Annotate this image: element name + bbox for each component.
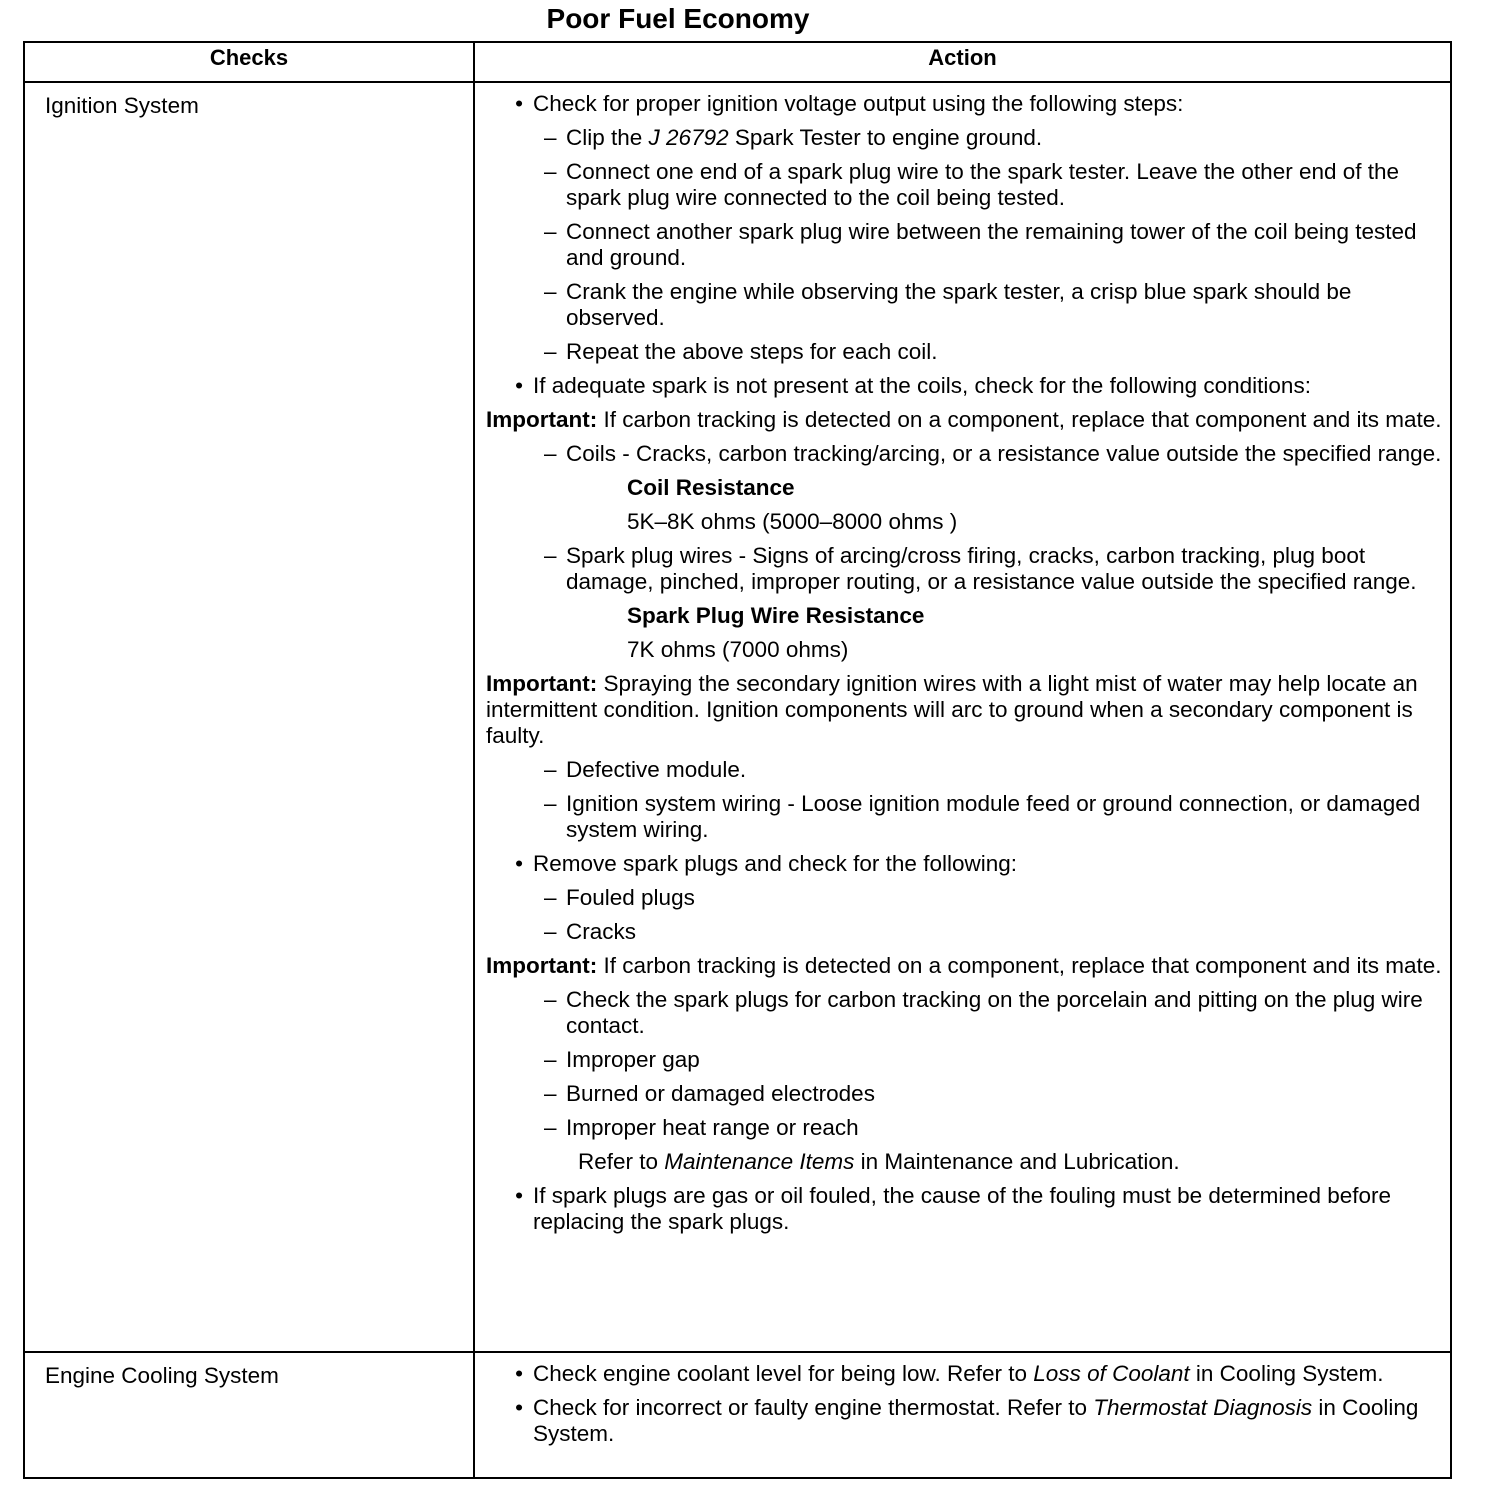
action-column-header: Action xyxy=(474,42,1451,82)
dash-item xyxy=(544,885,1442,911)
dash-item xyxy=(544,1047,1442,1073)
important-label: Important: xyxy=(486,671,598,696)
item-text: Cracks xyxy=(566,919,637,944)
spec-value: 5K–8K ohms (5000–8000 ohms ) xyxy=(627,509,958,534)
dash-item xyxy=(544,987,1442,1039)
emphasis-text: Thermostat Diagnosis xyxy=(1093,1395,1313,1420)
bullet-item xyxy=(486,1183,1442,1235)
item-text: Spark plug wires - Signs of arcing/cross firing, cracks, carbon tracking, plug boot damage, pinched, improper routing, or a resistance value outside the specified range. xyxy=(566,543,1417,594)
dash-item xyxy=(544,441,1442,467)
dash-marker: – xyxy=(544,279,557,304)
item-text xyxy=(533,1361,1442,1387)
table-row xyxy=(24,82,1451,1352)
spec-value: 7K ohms (7000 ohms) xyxy=(627,637,849,662)
dash-item xyxy=(544,919,1442,945)
item-text: If spark plugs are gas or oil fouled, the cause of the fouling must be determined before replacing the spark plugs. xyxy=(533,1183,1392,1234)
bullet-item xyxy=(486,373,1442,399)
important-note xyxy=(486,671,1442,749)
text-segment: in Maintenance and Lubrication. xyxy=(854,1149,1180,1174)
dash-item xyxy=(544,219,1442,271)
action-cell xyxy=(474,1352,1451,1478)
item-text: Coils - Cracks, carbon tracking/arcing, or a resistance value outside the specified range. xyxy=(566,441,1442,466)
item-text: Improper heat range or reach xyxy=(566,1115,859,1140)
dash-marker: – xyxy=(544,125,557,150)
item-text: Improper gap xyxy=(566,1047,700,1072)
dash-marker: – xyxy=(544,885,557,910)
important-text: Spraying the secondary ignition wires with a light mist of water may help locate an intermittent condition. Ignition components will arc to ground when a secondary component is faulty. xyxy=(486,671,1418,748)
item-text: Connect one end of a spark plug wire to the spark tester. Leave the other end of the spark plug wire connected to the coil being tested. xyxy=(566,159,1400,210)
important-text: If carbon tracking is detected on a component, replace that component and its mate. xyxy=(597,407,1442,432)
text-segment: Spark Tester to engine ground. xyxy=(728,125,1043,150)
bullet-marker: • xyxy=(515,851,523,876)
text-segment: Clip the xyxy=(566,125,649,150)
dash-marker: – xyxy=(544,791,557,816)
item-text: Defective module. xyxy=(566,757,747,782)
item-text: Crank the engine while observing the spark tester, a crisp blue spark should be observed. xyxy=(566,279,1352,330)
page-title: Poor Fuel Economy xyxy=(546,3,810,34)
bullet-marker: • xyxy=(515,373,523,398)
dash-marker: – xyxy=(544,339,557,364)
bullet-marker: • xyxy=(515,1395,523,1420)
action-cell xyxy=(474,82,1451,1352)
dash-item xyxy=(544,1081,1442,1107)
bullet-item xyxy=(486,91,1442,117)
dash-marker: – xyxy=(544,219,557,244)
item-text: Connect another spark plug wire between the remaining tower of the coil being tested and ground. xyxy=(566,219,1417,270)
item-text: Fouled plugs xyxy=(566,885,695,910)
table-row xyxy=(24,1352,1451,1478)
dash-marker: – xyxy=(544,1115,557,1140)
important-label: Important: xyxy=(486,407,598,432)
dash-marker: – xyxy=(544,757,557,782)
dash-marker: – xyxy=(544,919,557,944)
dash-marker: – xyxy=(544,543,557,568)
emphasis-text: J 26792 xyxy=(648,125,729,150)
checks-column-header: Checks xyxy=(24,42,474,82)
text-segment: in Cooling System. xyxy=(1189,1361,1384,1386)
text-segment: Refer to xyxy=(578,1149,665,1174)
important-text: If carbon tracking is detected on a component, replace that component and its mate. xyxy=(597,953,1442,978)
dash-item xyxy=(544,279,1442,331)
item-text: Ignition system wiring - Loose ignition module feed or ground connection, or damaged system wiring. xyxy=(566,791,1421,842)
dash-item xyxy=(544,543,1442,595)
dash-item xyxy=(544,791,1442,843)
item-text: Check the spark plugs for carbon tracking on the porcelain and pitting on the plug wire contact. xyxy=(566,987,1423,1038)
dash-marker: – xyxy=(544,441,557,466)
dash-item xyxy=(544,125,1442,151)
bullet-marker: • xyxy=(515,1361,523,1386)
item-text: If adequate spark is not present at the coils, check for the following conditions: xyxy=(533,373,1311,398)
dash-marker: – xyxy=(544,1081,557,1106)
important-note xyxy=(486,407,1442,433)
spec-heading: Coil Resistance xyxy=(627,475,795,500)
important-label: Important: xyxy=(486,953,598,978)
bullet-item xyxy=(486,1361,1442,1387)
bullet-item xyxy=(486,851,1442,877)
dash-marker: – xyxy=(544,987,557,1012)
item-text xyxy=(566,125,1442,151)
check-cell: Ignition System xyxy=(24,82,474,1352)
reference-note xyxy=(578,1149,1442,1175)
dash-item xyxy=(544,339,1442,365)
text-segment: in Cooling System. xyxy=(533,1395,1419,1446)
item-text: Remove spark plugs and check for the following: xyxy=(533,851,1018,876)
dash-marker: – xyxy=(544,1047,557,1072)
bullet-item xyxy=(486,1395,1442,1447)
emphasis-text: Maintenance Items xyxy=(664,1149,855,1174)
important-note xyxy=(486,953,1442,979)
text-segment: Check engine coolant level for being low. Refer to xyxy=(533,1361,1034,1386)
dash-item xyxy=(544,1115,1442,1141)
emphasis-text: Loss of Coolant xyxy=(1033,1361,1190,1386)
item-text xyxy=(533,1395,1442,1447)
spec-heading: Spark Plug Wire Resistance xyxy=(627,603,925,628)
item-text: Check for proper ignition voltage output using the following steps: xyxy=(533,91,1184,116)
diagnosis-table xyxy=(23,41,1452,1479)
item-text: Repeat the above steps for each coil. xyxy=(566,339,938,364)
dash-item xyxy=(544,159,1442,211)
bullet-marker: • xyxy=(515,1183,523,1208)
item-text: Burned or damaged electrodes xyxy=(566,1081,875,1106)
dash-item xyxy=(544,757,1442,783)
header-row xyxy=(24,42,1451,82)
bullet-marker: • xyxy=(515,91,523,116)
check-cell: Engine Cooling System xyxy=(24,1352,474,1478)
dash-marker: – xyxy=(544,159,557,184)
text-segment: Check for incorrect or faulty engine thermostat. Refer to xyxy=(533,1395,1094,1420)
